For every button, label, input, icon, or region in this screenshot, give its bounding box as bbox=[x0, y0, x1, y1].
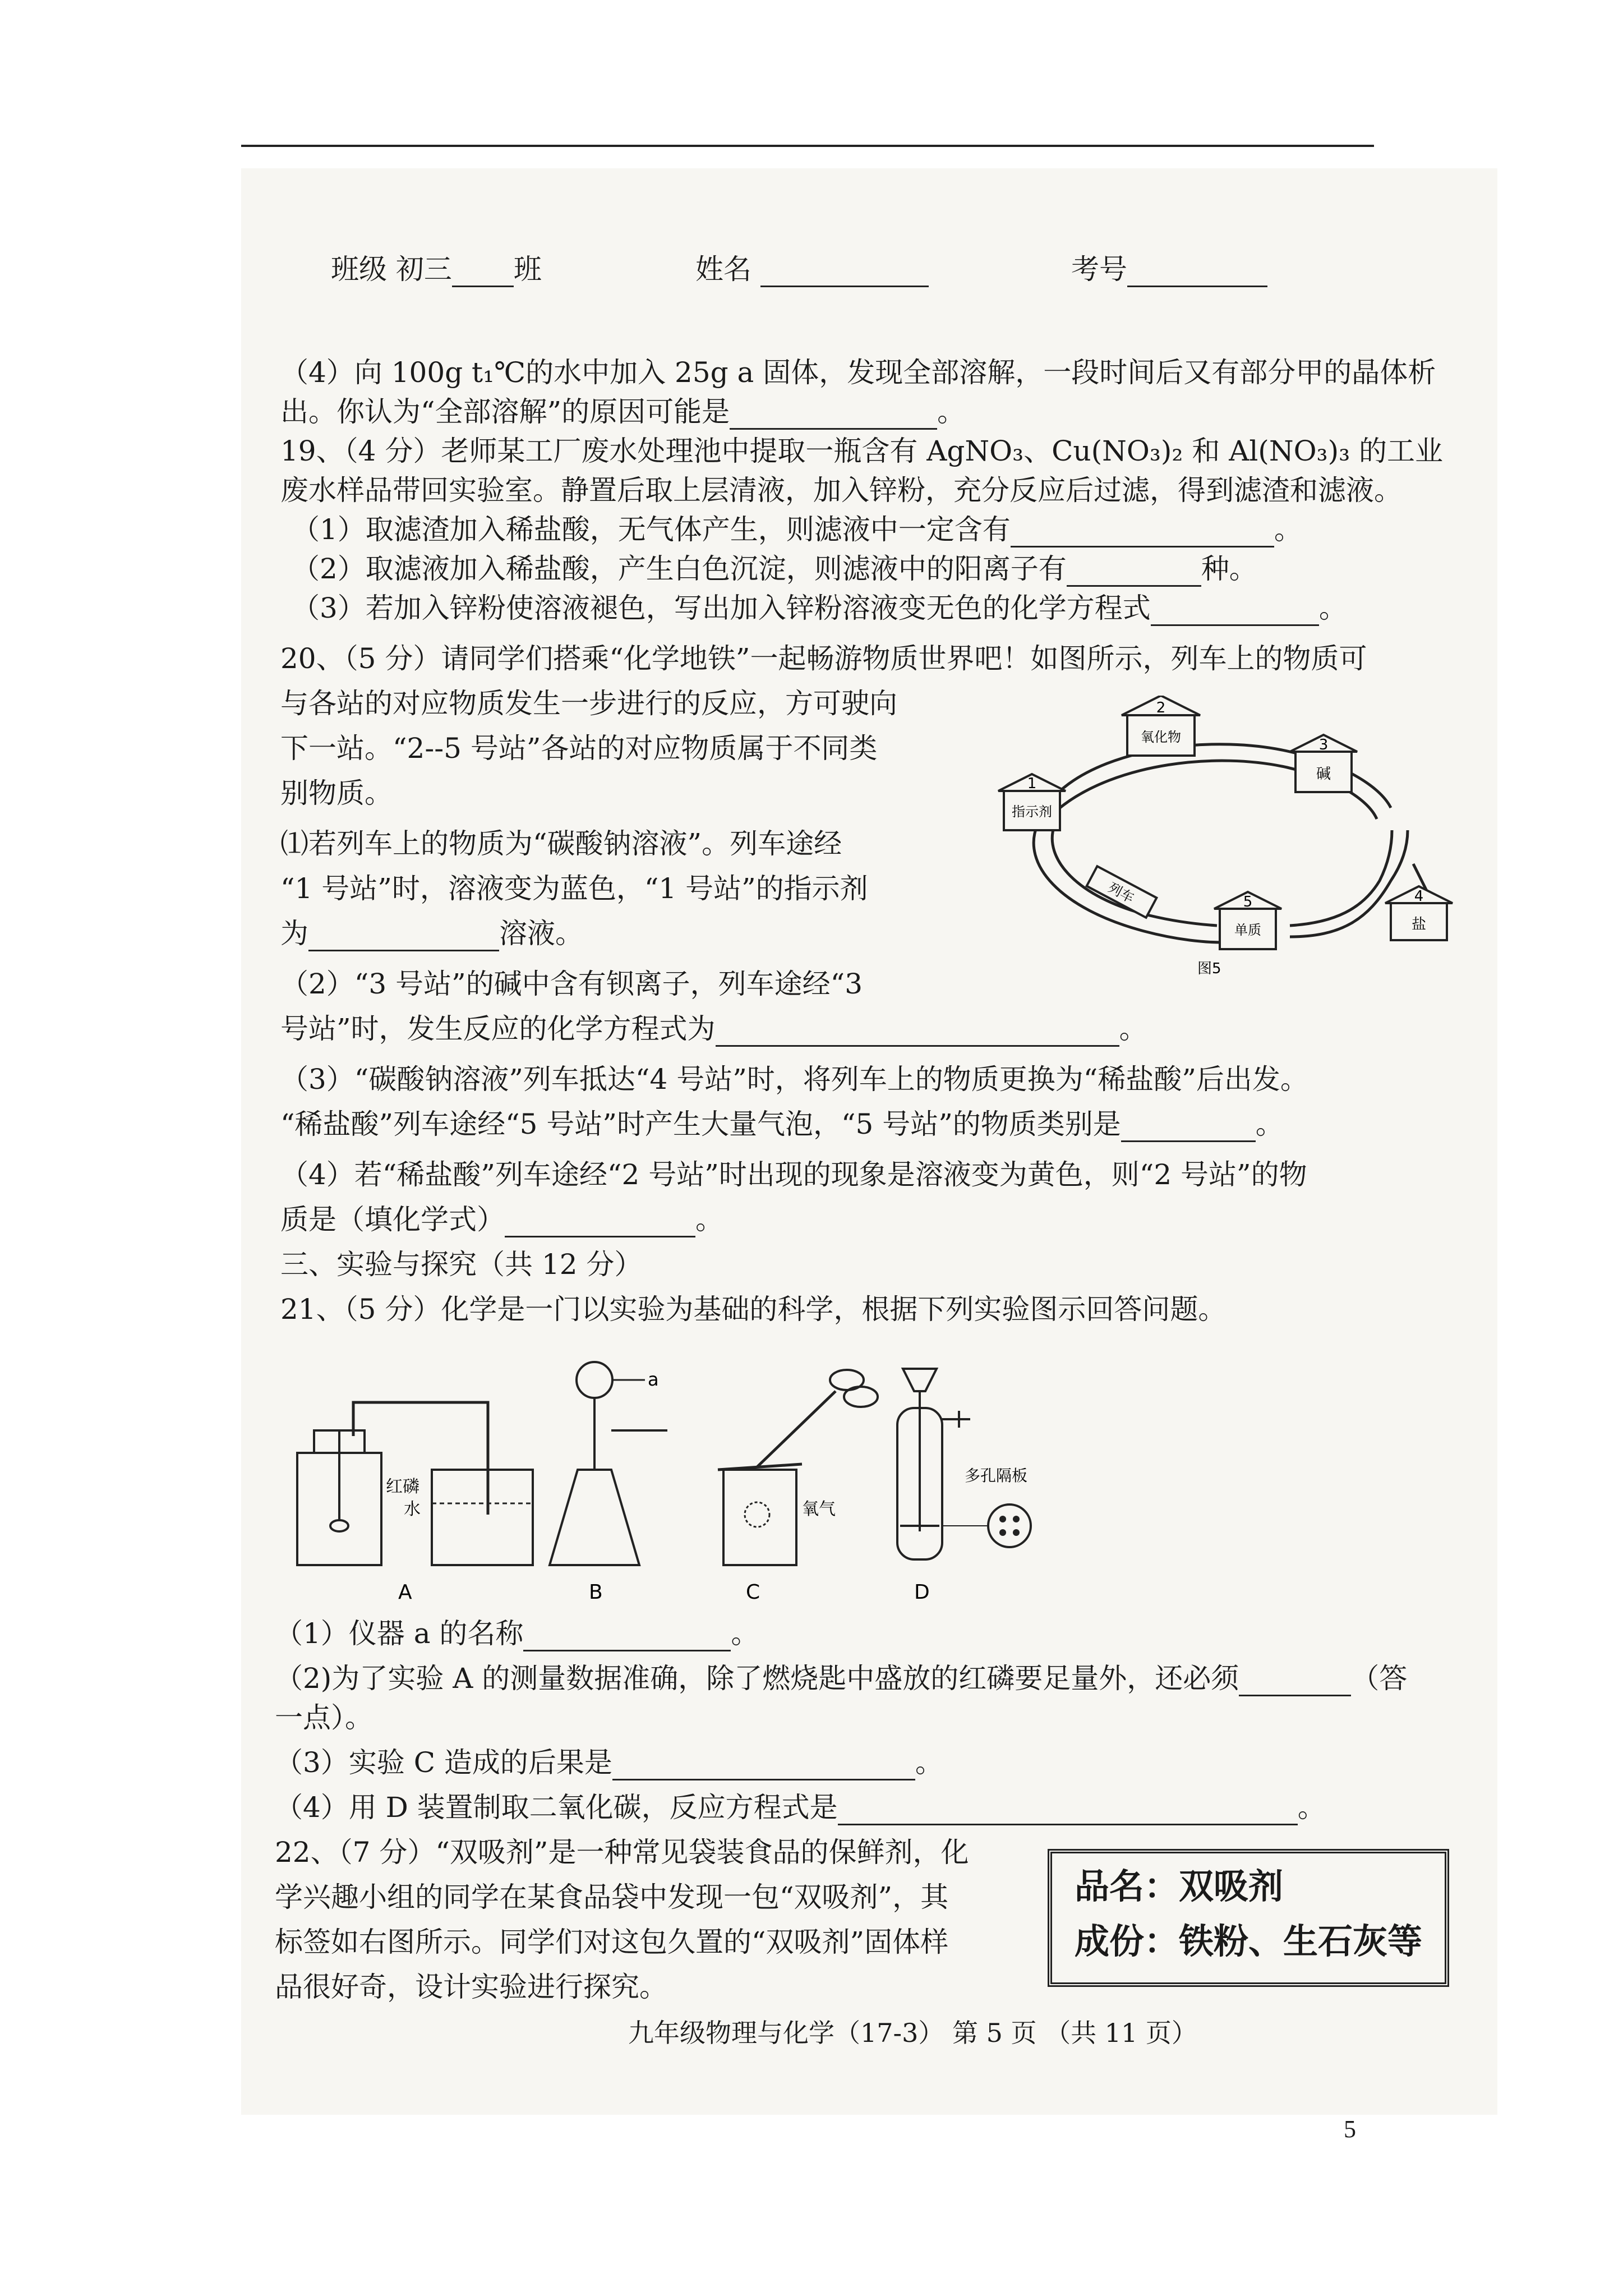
q21-s1: （1）仪器 a 的名称 。 bbox=[275, 1616, 759, 1651]
station-3-label: 碱 bbox=[1316, 766, 1331, 783]
q18-4-text: 出。你认为“全部溶解”的原因可能是 bbox=[280, 395, 730, 428]
q20-s3b-text: “稀盐酸”列车途经“5 号站”时产生大量气泡，“5 号站”的物质类别是 bbox=[280, 1108, 1121, 1140]
exam-no-field bbox=[1071, 247, 1267, 287]
q20-s4b-text: 质是（填化学式） bbox=[280, 1203, 505, 1236]
page-number: 5 bbox=[1344, 2115, 1356, 2143]
q20-line2: 与各站的对应物质发生一步进行的反应，方可驶向 bbox=[280, 687, 897, 720]
q19-sub1-blank[interactable] bbox=[1011, 519, 1274, 547]
q20-s2-blank[interactable] bbox=[716, 1018, 1119, 1047]
name-blank[interactable] bbox=[760, 261, 929, 287]
station-2-num: 2 bbox=[1156, 700, 1166, 716]
instrument-a-mark: a bbox=[648, 1369, 659, 1390]
student-info-header bbox=[331, 247, 542, 287]
q19-sub1-text: （1）取滤渣加入稀盐酸，无气体产生，则滤液中一定含有 bbox=[292, 513, 1011, 546]
q19-sub3-text: （3）若加入锌粉使溶液褪色，写出加入锌粉溶液变无色的化学方程式 bbox=[292, 592, 1151, 624]
q20-s1c bbox=[280, 915, 583, 951]
class-suffix: 班 bbox=[513, 253, 542, 286]
q21-s3-text: （3）实验 C 造成的后果是 bbox=[275, 1746, 612, 1779]
q20-s1b: “1 号站”时，溶液变为蓝色，“1 号站”的指示剂 bbox=[280, 872, 868, 905]
class-blank[interactable] bbox=[452, 261, 514, 287]
q22-line2: 学兴趣小组的同学在某食品袋中发现一包“双吸剂”，其 bbox=[275, 1881, 949, 1913]
q19-sub2-text: （2）取滤液加入稀盐酸，产生白色沉淀，则滤液中的阳离子有 bbox=[292, 553, 1067, 585]
label-a: A bbox=[398, 1581, 412, 1604]
q20-s3a: （3）“碳酸钠溶液”列车抵达“4 号站”时，将列车上的物质更换为“稀盐酸”后出发。 bbox=[280, 1063, 1308, 1096]
q21-s1-text: （1）仪器 a 的名称 bbox=[275, 1617, 524, 1650]
product-label-box bbox=[1048, 1849, 1449, 1987]
q20-s2a: （2）“3 号站”的碱中含有钡离子，列车途经“3 bbox=[280, 968, 863, 1000]
q20-s1c-pre: 为 bbox=[280, 917, 308, 950]
q18-4-blank[interactable] bbox=[730, 401, 937, 430]
station-1-label: 指示剂 bbox=[1012, 804, 1052, 820]
product-name: 品名：双吸剂 bbox=[1075, 1866, 1284, 1907]
name-label: 姓名 bbox=[695, 253, 751, 286]
station-2 bbox=[1122, 696, 1200, 756]
q20-line4: 别物质。 bbox=[280, 777, 393, 809]
q20-s2b-text: 号站”时，发生反应的化学方程式为 bbox=[280, 1013, 716, 1045]
q20-line3: 下一站。“2--5 号站”各站的对应物质属于不同类 bbox=[280, 732, 878, 765]
label-c: C bbox=[746, 1581, 760, 1604]
q21-s3: （3）实验 C 造成的后果是 。 bbox=[275, 1745, 943, 1780]
exam-no-blank[interactable] bbox=[1127, 261, 1267, 287]
q20-s4-blank[interactable] bbox=[505, 1209, 695, 1237]
station-1 bbox=[998, 774, 1066, 830]
q22-line4: 品很好奇，设计实验进行探究。 bbox=[275, 1971, 667, 2003]
q18-4-line2: 出。你认为“全部溶解”的原因可能是 。 bbox=[280, 394, 965, 430]
q19-line2: 废水样品带回实验室。静置后取上层清液，加入锌粉，充分反应后过滤，得到滤渣和滤液。 bbox=[280, 474, 1402, 507]
q19-sub2 bbox=[292, 551, 1257, 587]
q20-s4a: （4）若“稀盐酸”列车途经“2 号站”时出现的现象是溶液变为黄色，则“2 号站”的物 bbox=[280, 1158, 1307, 1191]
q22-line1: 22、（7 分）“双吸剂”是一种常见袋装食品的保鲜剂，化 bbox=[275, 1836, 969, 1869]
product-ingredients: 成份：铁粉、生石灰等 bbox=[1075, 1921, 1423, 1962]
q20-s3b: “稀盐酸”列车途经“5 号站”时产生大量气泡，“5 号站”的物质类别是 。 bbox=[280, 1106, 1284, 1142]
q21-s2a bbox=[275, 1660, 1407, 1696]
chemistry-subway-diagram bbox=[976, 696, 1481, 987]
name-field bbox=[695, 247, 929, 287]
q21-s4: （4）用 D 装置制取二氧化碳，反应方程式是 。 bbox=[275, 1789, 1326, 1825]
q21-s2a-text: （2)为了实验 A 的测量数据准确，除了燃烧匙中盛放的红磷要足量外，还必须 bbox=[275, 1662, 1239, 1695]
q20-s1c-post: 溶液。 bbox=[499, 917, 583, 950]
train bbox=[1087, 866, 1157, 918]
label-d: D bbox=[914, 1581, 930, 1604]
q19-sub3-blank[interactable] bbox=[1151, 597, 1319, 626]
station-1-num: 1 bbox=[1027, 775, 1037, 792]
q18-4-line1: （4）向 100g t₁℃的水中加入 25g a 固体，发现全部溶解，一段时间后又有部分甲的晶体析 bbox=[280, 356, 1436, 389]
station-4 bbox=[1385, 886, 1453, 940]
q20-s1-blank[interactable] bbox=[308, 923, 499, 951]
apparatus-d bbox=[897, 1369, 1031, 1604]
q20-line1: 20、（5 分）请同学们搭乘“化学地铁”一起畅游物质世界吧！如图所示，列车上的物质可 bbox=[280, 642, 1367, 675]
station-4-num: 4 bbox=[1414, 888, 1424, 905]
q20-s2b: 号站”时，发生反应的化学方程式为 。 bbox=[280, 1011, 1147, 1047]
q20-s1a: ⑴若列车上的物质为“碳酸钠溶液”。列车途经 bbox=[280, 827, 842, 860]
station-4-label: 盐 bbox=[1411, 916, 1427, 933]
water-label: 水 bbox=[404, 1499, 421, 1519]
station-5 bbox=[1214, 892, 1281, 949]
apparatus-c bbox=[718, 1370, 878, 1604]
q19-sub3: （3）若加入锌粉使溶液褪色，写出加入锌粉溶液变无色的化学方程式 。 bbox=[292, 590, 1347, 626]
section3-title: 三、实验与探究（共 12 分） bbox=[280, 1248, 643, 1281]
class-label: 班级 初三 bbox=[331, 253, 452, 286]
q21-s2a-suffix: （答 bbox=[1351, 1662, 1408, 1695]
exam-no-label: 考号 bbox=[1071, 253, 1127, 286]
q21-s4-blank[interactable] bbox=[838, 1797, 1298, 1825]
train-label: 列车 bbox=[1105, 880, 1137, 907]
figure-caption: 图5 bbox=[1197, 960, 1221, 977]
q19-sub1: （1）取滤渣加入稀盐酸，无气体产生，则滤液中一定含有 。 bbox=[292, 512, 1302, 547]
q21-s4-text: （4）用 D 装置制取二氧化碳，反应方程式是 bbox=[275, 1791, 838, 1824]
oxygen-label: 氧气 bbox=[802, 1499, 836, 1519]
apparatus-b bbox=[550, 1362, 667, 1604]
station-2-label: 氧化物 bbox=[1141, 729, 1181, 745]
page-footer: 九年级物理与化学（17-3） 第 5 页 （共 11 页） bbox=[628, 2018, 1197, 2048]
q19-sub2-blank[interactable] bbox=[1067, 558, 1201, 587]
q21-s3-blank[interactable] bbox=[612, 1752, 915, 1780]
header-rule bbox=[241, 145, 1374, 147]
q20-s3-blank[interactable] bbox=[1121, 1114, 1256, 1142]
q20-s4b: 质是（填化学式） 。 bbox=[280, 1202, 723, 1237]
station-3-num: 3 bbox=[1318, 737, 1329, 753]
q19-line1: 19、（4 分）老师某工厂废水处理池中提取一瓶含有 AgNO₃、Cu(NO₃)₂ 和 Al(NO₃)₃ 的工业 bbox=[280, 435, 1444, 467]
q21-s2b: 一点）。 bbox=[275, 1701, 373, 1734]
station-5-label: 单质 bbox=[1234, 922, 1261, 938]
station-5-num: 5 bbox=[1243, 894, 1253, 910]
station-3 bbox=[1290, 735, 1357, 792]
porous-plate-label: 多孔隔板 bbox=[965, 1466, 1028, 1485]
experiment-apparatus-figure bbox=[275, 1346, 1116, 1604]
apparatus-a bbox=[297, 1402, 533, 1604]
q19-sub2-suffix: 种。 bbox=[1201, 553, 1257, 585]
q22-line3: 标签如右图所示。同学们对这包久置的“双吸剂”固体样 bbox=[275, 1926, 949, 1958]
q21-s1-blank[interactable] bbox=[523, 1623, 731, 1651]
label-b: B bbox=[589, 1581, 603, 1604]
q21-s2-blank[interactable] bbox=[1239, 1668, 1351, 1696]
red-phosphorus-label: 红磷 bbox=[386, 1477, 419, 1497]
q21-line1: 21、（5 分）化学是一门以实验为基础的科学，根据下列实验图示回答问题。 bbox=[280, 1293, 1227, 1326]
